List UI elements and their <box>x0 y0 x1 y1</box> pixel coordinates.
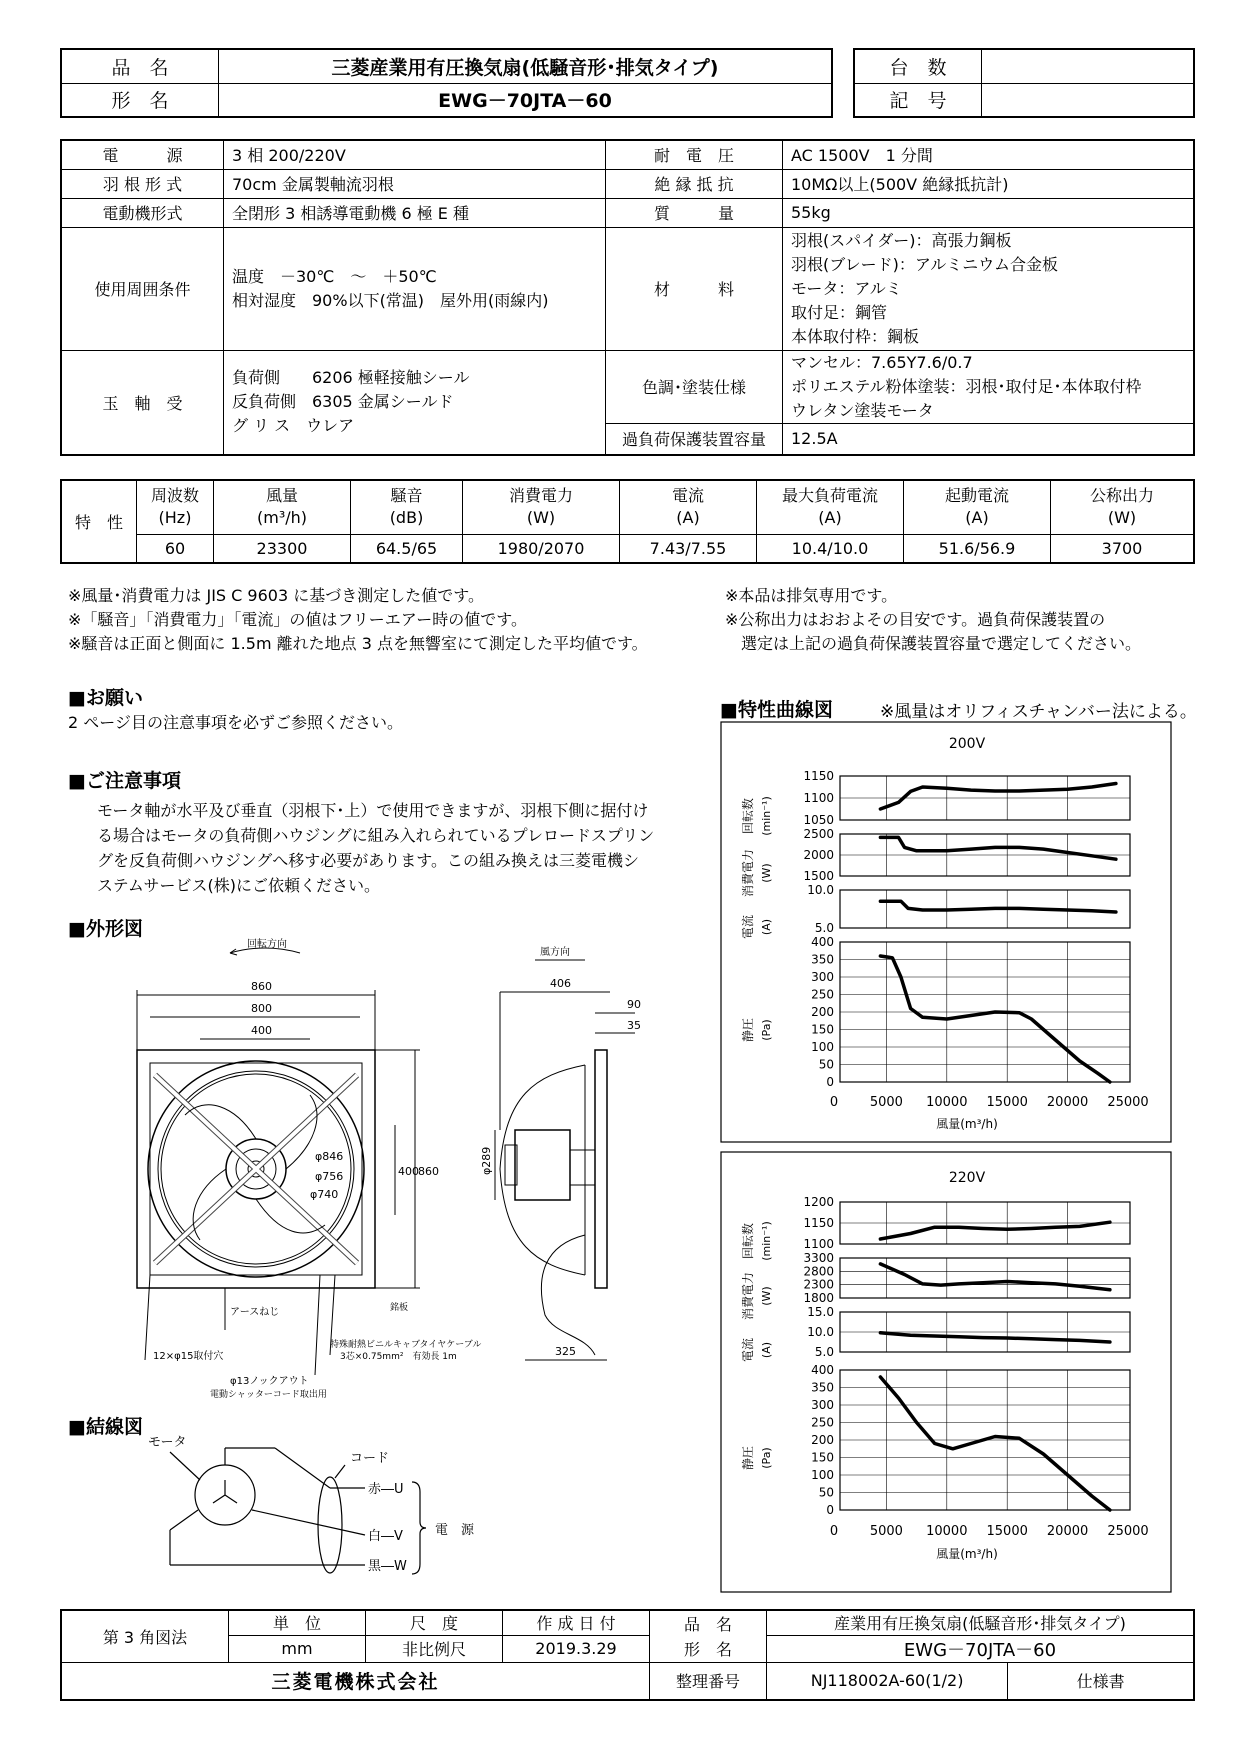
unit-value: mm <box>229 1635 366 1662</box>
rpm-tick-1-0: 1200 <box>803 1195 834 1209</box>
pressure-tick-0-3: 250 <box>811 987 834 1002</box>
char-head-2: 騒音 (dB) <box>351 480 463 534</box>
pressure-label-1: 静圧 <box>741 1445 755 1471</box>
qty-label: 台 数 <box>854 49 982 83</box>
qty-table <box>853 48 1195 118</box>
current-curve-1 <box>880 1333 1110 1342</box>
power-label-0: 消費電力 <box>741 848 755 898</box>
char-head-5: 最大負荷電流 (A) <box>757 480 904 534</box>
current-unit-0: (A) <box>760 918 773 936</box>
dim-860: 860 <box>251 980 272 993</box>
outline-drawing <box>115 935 645 1405</box>
xtick-0-0: 0 <box>829 1095 839 1110</box>
mark-value <box>982 83 1195 117</box>
rpm-curve-0 <box>880 784 1116 810</box>
char-val-5: 10.4/10.0 <box>757 534 904 563</box>
withstand-value: AC 1500V 1 分間 <box>783 140 1195 169</box>
current-label-0: 電流 <box>741 914 755 940</box>
current-tick-1-2: 5.0 <box>814 1345 834 1359</box>
notes-left: ※風量･消費電力は JIS C 9603 に基づき測定した値です。 ※「騒音」「消費電力」「電流」の値はフリーエアー時の値です。 ※騒音は正面と側面に 1.5m 離れた地点 3 点を無響室にて測定した平均値です。 <box>68 586 648 653</box>
withstand-label: 耐 電 圧 <box>606 140 783 169</box>
wiring-cord-label: コード <box>350 1451 390 1466</box>
panel-freq-1: 220V <box>948 1170 986 1186</box>
power-label: 電 源 <box>61 140 224 169</box>
xtick-1-3: 15000 <box>986 1524 1028 1539</box>
footer-table <box>60 1609 1195 1701</box>
model-name: EWG－70JTA－60 <box>219 83 833 117</box>
motor-label: 電動機形式 <box>61 198 224 227</box>
footer-model-label: 形 名 <box>650 1635 767 1662</box>
current-curve-0 <box>880 901 1116 912</box>
pressure-tick-1-1: 350 <box>811 1380 834 1395</box>
rotation-label: 回転方向 <box>247 939 287 950</box>
xtick-1-0: 0 <box>829 1524 839 1539</box>
current-tick-0-1: 5.0 <box>814 921 834 935</box>
name-label: 品 名 <box>61 49 219 83</box>
sheet-label: 銘板 <box>390 1303 409 1313</box>
projection: 第 3 角図法 <box>61 1610 229 1662</box>
insul-label: 絶 縁 抵 抗 <box>606 169 783 198</box>
outline-title: ■外形図 <box>68 918 143 940</box>
power-tick-1-3: 1800 <box>803 1291 834 1305</box>
pressure-tick-1-0: 400 <box>811 1363 834 1377</box>
scale-value: 非比例尺 <box>366 1635 503 1662</box>
xtick-1-2: 10000 <box>926 1524 968 1539</box>
pressure-tick-1-4: 200 <box>811 1433 834 1447</box>
env-value: 温度 －30℃ ～ ＋50℃ 相対湿度 90%以下(常温) 屋外用(雨線内) <box>224 227 606 350</box>
xtick-0-3: 15000 <box>986 1095 1028 1110</box>
dim-400: 400 <box>251 1024 272 1037</box>
rpm-unit-1: (min⁻¹) <box>760 1221 773 1261</box>
footer-name-label: 品 名 <box>650 1610 767 1635</box>
model-label: 形 名 <box>61 83 219 117</box>
pressure-tick-0-6: 100 <box>811 1040 834 1054</box>
wiring-motor-label: モータ <box>148 1435 187 1450</box>
caution-text: モータ軸が水平及び垂直（羽根下･上）で使用できますが、羽根下側に据付け る場合はモータの負荷側ハウジングに組み入れられているプレロードスプリン グを反負荷側ハウジングへ移す必要があります。この組み換えは三菱電機シ ステムサービス(株)にご依頼ください。 <box>97 801 655 895</box>
mass-value: 55kg <box>783 198 1195 227</box>
product-name: 三菱産業用有圧換気扇(低騒音形･排気タイプ) <box>219 49 833 83</box>
date-label: 作 成 日 付 <box>503 1610 650 1635</box>
rpm-tick-0-1: 1100 <box>803 791 834 805</box>
char-val-3: 1980/2070 <box>463 534 620 563</box>
knock-label: φ13ノックアウト <box>230 1376 309 1387</box>
bearing-value: 負荷側 6206 極軽接触シール 反負荷側 6305 金属シールド グ リ ス ウレア <box>224 350 606 455</box>
notes-right: ※本品は排気専用です。 ※公称出力はおおよその目安です。過負荷保護装置の 選定は上記の過負荷保護装置容量で選定してください。 <box>725 586 1142 653</box>
pressure-tick-0-0: 400 <box>811 935 834 949</box>
insul-value: 10MΩ以上(500V 絶縁抵抗計) <box>783 169 1195 198</box>
phi-846: φ846 <box>315 1150 344 1163</box>
current-tick-1-1: 10.0 <box>807 1325 834 1339</box>
holes-label: 12×φ15取付穴 <box>153 1351 224 1362</box>
xlabel-0: 風量(m³/h) <box>936 1117 998 1131</box>
wire-power: 電 源 <box>435 1523 475 1538</box>
mass-label: 質 量 <box>606 198 783 227</box>
dim-800: 800 <box>251 1002 272 1015</box>
char-head-6: 起動電流 (A) <box>904 480 1051 534</box>
mat-value: 羽根(スパイダー)：高張力鋼板 羽根(ブレード)：アルミニウム合金板 モータ：アルミ 取付足：鋼管 本体取付枠：鋼板 <box>783 227 1195 350</box>
request-title: ■お願い <box>68 687 143 709</box>
power-unit-0: (W) <box>760 863 773 883</box>
power-tick-1-2: 2300 <box>803 1277 834 1292</box>
phi-289: φ289 <box>480 1146 493 1175</box>
dim-v860: 860 <box>418 1165 439 1178</box>
power-curve-1 <box>880 1264 1110 1290</box>
curves-chart <box>720 720 1195 1600</box>
char-head-1: 風量 (m³/h) <box>214 480 351 534</box>
pressure-tick-1-5: 150 <box>811 1450 834 1465</box>
date-value: 2019.3.29 <box>503 1635 650 1662</box>
cable-label: 特殊耐熱ビニルキャブタイヤケーブル <box>330 1340 482 1350</box>
wiring-diagram <box>140 1430 540 1590</box>
xtick-0-5: 25000 <box>1107 1095 1149 1110</box>
unit-label: 単 位 <box>229 1610 366 1635</box>
ref-value: NJ118002A-60(1/2) <box>767 1663 1008 1699</box>
current-label-1: 電流 <box>741 1337 755 1363</box>
color-value: マンセル：7.65Y7.6/0.7 ポリエステル粉体塗装：羽根･取付足･本体取付枠 ウレタン塗装モータ <box>783 350 1195 423</box>
char-val-1: 23300 <box>214 534 351 563</box>
mat-label: 材 料 <box>606 227 783 350</box>
pressure-unit-1: (Pa) <box>760 1447 773 1469</box>
rpm-label-0: 回転数 <box>741 797 755 835</box>
char-val-0: 60 <box>137 534 214 563</box>
xtick-0-4: 20000 <box>1046 1095 1089 1110</box>
phi-740: φ740 <box>310 1188 339 1201</box>
char-head-4: 電流 (A) <box>620 480 757 534</box>
pressure-curve-1 <box>880 1377 1110 1510</box>
pressure-tick-1-6: 100 <box>811 1468 834 1482</box>
panel-freq-0: 200V <box>948 736 986 752</box>
bearing-label: 玉 軸 受 <box>61 350 224 455</box>
pressure-tick-0-4: 200 <box>811 1005 834 1019</box>
ref-label: 整理番号 <box>650 1662 767 1700</box>
current-tick-1-0: 15.0 <box>807 1305 834 1319</box>
spec-table <box>60 139 1195 456</box>
xtick-0-2: 10000 <box>926 1095 968 1110</box>
color-label: 色調･塗装仕様 <box>606 350 783 423</box>
rpm-tick-1-1: 1150 <box>803 1216 834 1230</box>
curves-note: ※風量はオリフィスチャンバー法による。 <box>880 702 1197 722</box>
footer-model: EWG－70JTA－60 <box>767 1635 1195 1662</box>
pressure-tick-1-8: 0 <box>826 1503 834 1517</box>
char-label: 特 性 <box>61 480 137 563</box>
power-tick-0-0: 2500 <box>803 827 834 841</box>
pressure-curve-0 <box>880 956 1110 1082</box>
power-tick-1-0: 3300 <box>803 1251 834 1265</box>
caution-title: ■ご注意事項 <box>68 770 181 792</box>
current-unit-1: (A) <box>760 1341 773 1359</box>
xlabel-1: 風量(m³/h) <box>936 1547 998 1561</box>
power-unit-1: (W) <box>760 1286 773 1306</box>
power-curve-0 <box>880 837 1116 859</box>
char-val-2: 64.5/65 <box>351 534 463 563</box>
overload-value: 12.5A <box>783 423 1195 455</box>
wire-black: 黒―W <box>368 1559 407 1574</box>
xtick-0-1: 5000 <box>869 1095 903 1110</box>
characteristics-table <box>60 479 1195 564</box>
power-tick-0-1: 2000 <box>803 848 834 862</box>
phi-756: φ756 <box>315 1170 344 1183</box>
dim-325: 325 <box>555 1345 576 1358</box>
rpm-label-1: 回転数 <box>741 1222 755 1260</box>
char-head-3: 消費電力 (W) <box>463 480 620 534</box>
pressure-tick-0-7: 50 <box>818 1057 834 1072</box>
pressure-tick-0-2: 300 <box>811 970 834 984</box>
xtick-1-5: 25000 <box>1107 1524 1149 1539</box>
wiring-title: ■結線図 <box>68 1416 143 1438</box>
power-tick-1-1: 2800 <box>803 1264 834 1279</box>
char-val-7: 3700 <box>1051 534 1195 563</box>
request-text: 2 ページ目の注意事項を必ずご参照ください。 <box>68 713 403 732</box>
wire-white: 白―V <box>368 1529 403 1544</box>
rpm-unit-0: (min⁻¹) <box>760 796 773 836</box>
xtick-1-1: 5000 <box>869 1524 903 1539</box>
pressure-unit-0: (Pa) <box>760 1019 773 1041</box>
rpm-curve-1 <box>880 1222 1110 1239</box>
power-label-1: 消費電力 <box>741 1271 755 1321</box>
ref-cell <box>767 1662 1195 1700</box>
mark-label: 記 号 <box>854 83 982 117</box>
scale-label: 尺 度 <box>366 1610 503 1635</box>
pressure-tick-0-8: 0 <box>826 1075 834 1089</box>
airflow-label: 風方向 <box>540 947 570 958</box>
blade-value: 70cm 金属製軸流羽根 <box>224 169 606 198</box>
blade-label: 羽 根 形 式 <box>61 169 224 198</box>
motor-value: 全閉形 3 相誘導電動機 6 極 E 種 <box>224 198 606 227</box>
cable2-label: 3芯×0.75mm² 有効長 1m <box>340 1352 457 1362</box>
char-val-4: 7.43/7.55 <box>620 534 757 563</box>
pressure-tick-1-3: 250 <box>811 1415 834 1430</box>
current-tick-0-0: 10.0 <box>807 883 834 897</box>
qty-value <box>982 49 1195 83</box>
char-head-0: 周波数 (Hz) <box>137 480 214 534</box>
pressure-tick-1-7: 50 <box>818 1485 834 1500</box>
char-val-6: 51.6/56.9 <box>904 534 1051 563</box>
doc-type: 仕様書 <box>1076 1672 1125 1691</box>
power-value: 3 相 200/220V <box>224 140 606 169</box>
wire-red: 赤―U <box>368 1482 404 1497</box>
curves-title: ■特性曲線図 <box>720 699 833 721</box>
env-label: 使用周囲条件 <box>61 227 224 350</box>
dim-v400: 400 <box>398 1165 419 1178</box>
rpm-tick-0-2: 1050 <box>803 813 834 827</box>
rpm-tick-0-0: 1150 <box>803 769 834 783</box>
overload-label: 過負荷保護装置容量 <box>606 423 783 455</box>
rpm-tick-1-2: 1100 <box>803 1237 834 1251</box>
pressure-tick-1-2: 300 <box>811 1398 834 1412</box>
footer-name: 産業用有圧換気扇(低騒音形･排気タイプ) <box>767 1610 1195 1635</box>
pressure-tick-0-1: 350 <box>811 952 834 967</box>
xtick-1-4: 20000 <box>1046 1524 1089 1539</box>
dim-406: 406 <box>550 977 571 990</box>
dim-90: 90 <box>627 998 641 1011</box>
company: 三菱電機株式会社 <box>61 1662 650 1700</box>
header-table <box>60 48 833 118</box>
earth-label: アースねじ <box>230 1307 280 1318</box>
char-head-7: 公称出力 (W) <box>1051 480 1195 534</box>
dim-35: 35 <box>627 1019 641 1032</box>
pressure-tick-0-5: 150 <box>811 1022 834 1037</box>
knock2-label: 電動シャッターコード取出用 <box>210 1390 327 1400</box>
power-tick-0-2: 1500 <box>803 869 834 883</box>
pressure-label-0: 静圧 <box>741 1017 755 1043</box>
